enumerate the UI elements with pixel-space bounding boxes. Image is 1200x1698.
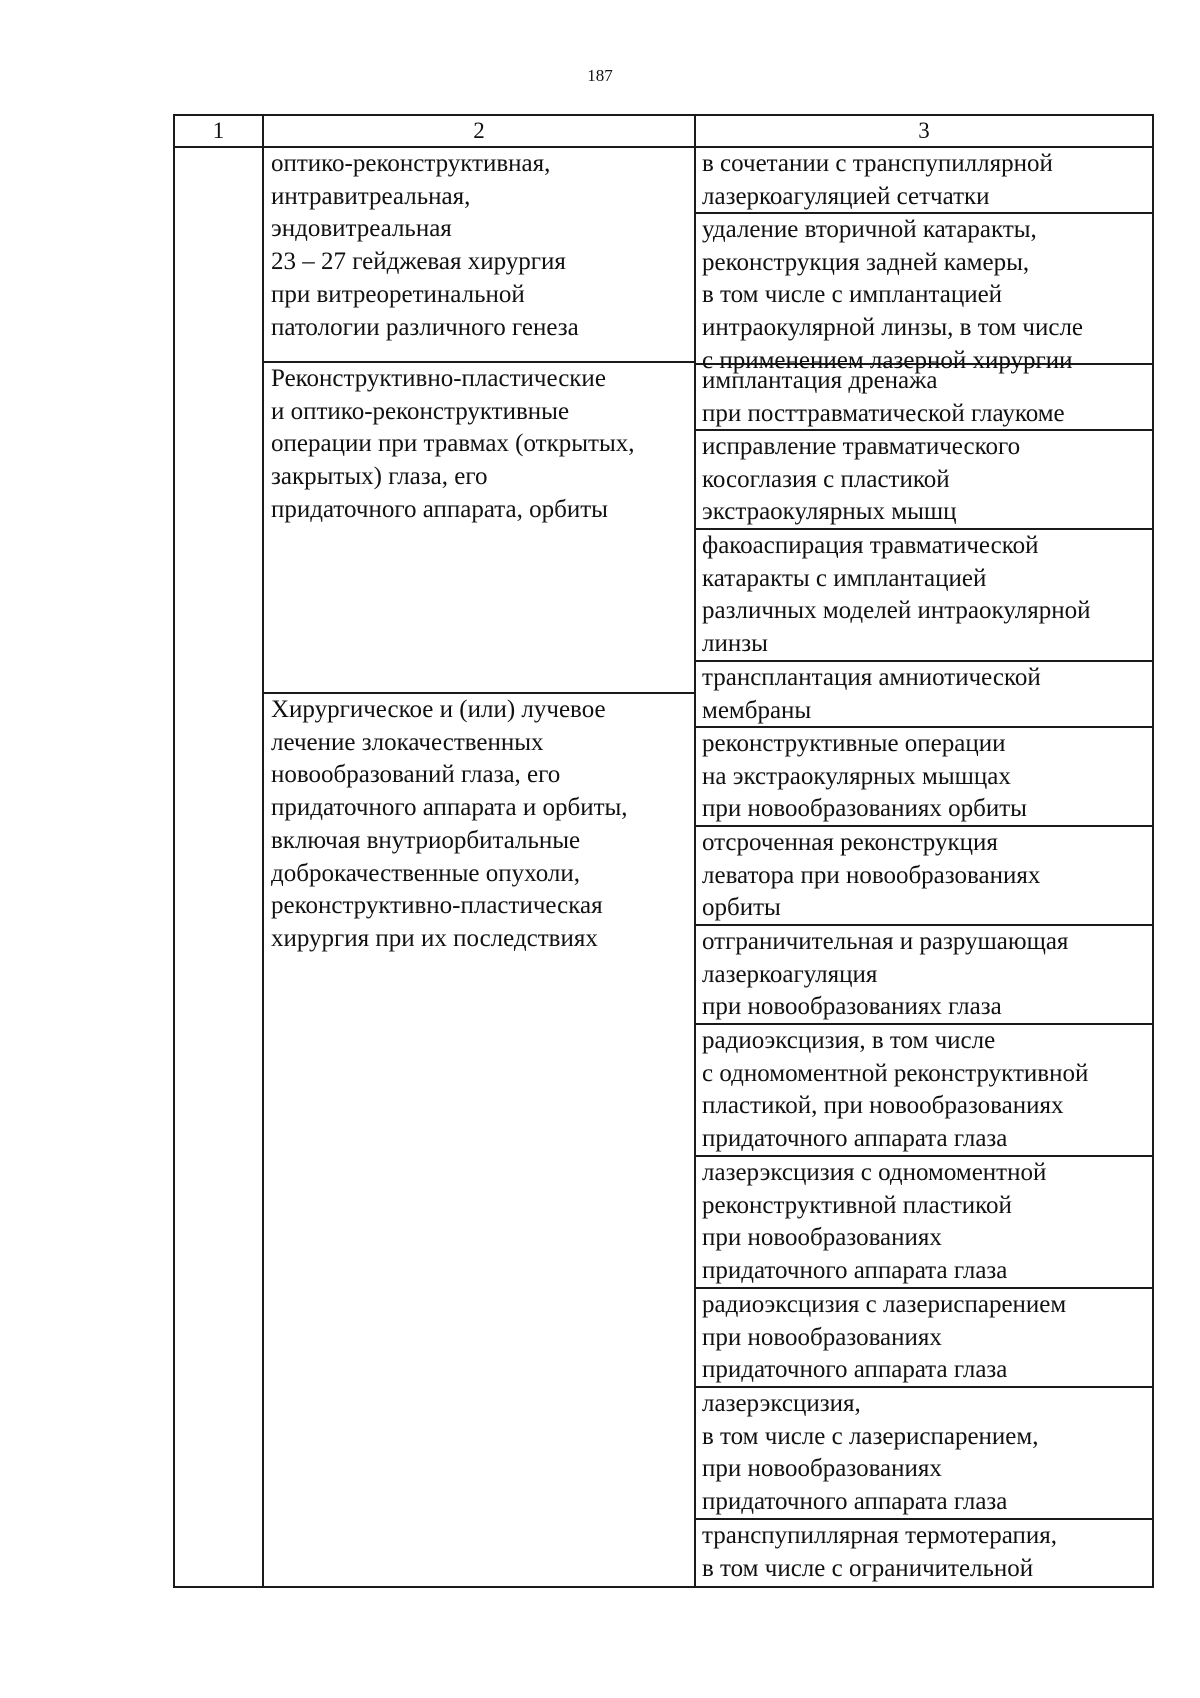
- procedures-table: [173, 114, 1154, 1588]
- procedure-text: отграничительная и разрушающая лазеркоагуляция при новообразованиях глаза: [702, 928, 1069, 1021]
- column-2-cell: [263, 147, 695, 1587]
- procedure-item: [696, 1157, 1152, 1289]
- procedure-text: удаление вторичной катаракты, реконструкция задней камеры, в том числе с имплантацией интраокулярной линзы, в том числе с применением лазерной хирургии: [702, 216, 1084, 374]
- column-header-3: 3: [695, 115, 1153, 147]
- procedure-text: радиоэксцизия, в том числе с одномоментной реконструктивной пластикой, при новообразованиях придаточного аппарата глаза: [702, 1027, 1089, 1153]
- procedure-text: лазерэксцизия, в том числе с лазериспарением, при новообразованиях придаточного аппарата глаза: [702, 1390, 1039, 1516]
- table-body-row: [174, 147, 1153, 1587]
- group-description: оптико-реконструктивная, интравитреальная, эндовитреальная 23 – 27 гейджевая хирургия при витреоретинальной патологии различного генеза: [271, 150, 579, 341]
- procedure-item: [696, 1025, 1152, 1157]
- procedure-item: [696, 530, 1152, 662]
- procedure-text: реконструктивные операции на экстраокулярных мышцах при новообразованиях орбиты: [702, 730, 1027, 823]
- procedure-text: отсроченная реконструкция леватора при новообразованиях орбиты: [702, 829, 1041, 922]
- procedure-text: исправление травматического косоглазия с пластикой экстраокулярных мышц: [702, 433, 1021, 526]
- procedure-item: [696, 1520, 1152, 1586]
- procedure-item: [696, 365, 1152, 431]
- column-1-cell: [174, 147, 263, 1587]
- procedure-item: [696, 1289, 1152, 1388]
- column-header-2: 2: [263, 115, 695, 147]
- procedure-item: [696, 926, 1152, 1025]
- column-3-cell: [695, 147, 1153, 1587]
- procedure-text: радиоэксцизия с лазериспарением при новообразованиях придаточного аппарата глаза: [702, 1291, 1067, 1384]
- group-block: [264, 694, 694, 1538]
- procedure-item: [696, 431, 1152, 530]
- procedure-text: имплантация дренажа при посттравматической глаукоме: [702, 367, 1065, 427]
- procedure-item: [696, 1388, 1152, 1520]
- procedure-text: лазерэксцизия с одномоментной реконструктивной пластикой при новообразованиях придаточного аппарата глаза: [702, 1159, 1047, 1285]
- procedure-text: транспупиллярная термотерапия, в том числе с ограничительной: [702, 1522, 1058, 1582]
- column-header-1: 1: [174, 115, 263, 147]
- group-block: [264, 363, 694, 694]
- procedure-item: [696, 728, 1152, 827]
- procedure-item: [696, 827, 1152, 926]
- page-number: 187: [587, 66, 613, 85]
- group-description: Хирургическое и (или) лучевое лечение злокачественных новообразований глаза, его придаточного аппарата и орбиты, включая внутриорбитальные доброкачественные опухоли, реконструктивно-пластическая хирургия при их последствиях: [271, 696, 628, 952]
- group-block: [264, 148, 694, 363]
- procedure-text: факоаспирация травматической катаракты с имплантацией различных моделей интраокулярной линзы: [702, 532, 1091, 658]
- procedure-item: [696, 214, 1152, 374]
- procedure-text: в сочетании с транспупиллярной лазеркоагуляцией сетчатки: [702, 150, 1053, 210]
- procedure-item: [696, 662, 1152, 728]
- procedure-text: трансплантация амниотической мембраны: [702, 664, 1041, 724]
- group-description: Реконструктивно-пластические и оптико-реконструктивные операции при травмах (открытых, закрытых) глаза, его придаточного аппарата, орбиты: [271, 365, 635, 523]
- table-header-row: [174, 115, 1153, 147]
- procedure-item: [696, 148, 1152, 214]
